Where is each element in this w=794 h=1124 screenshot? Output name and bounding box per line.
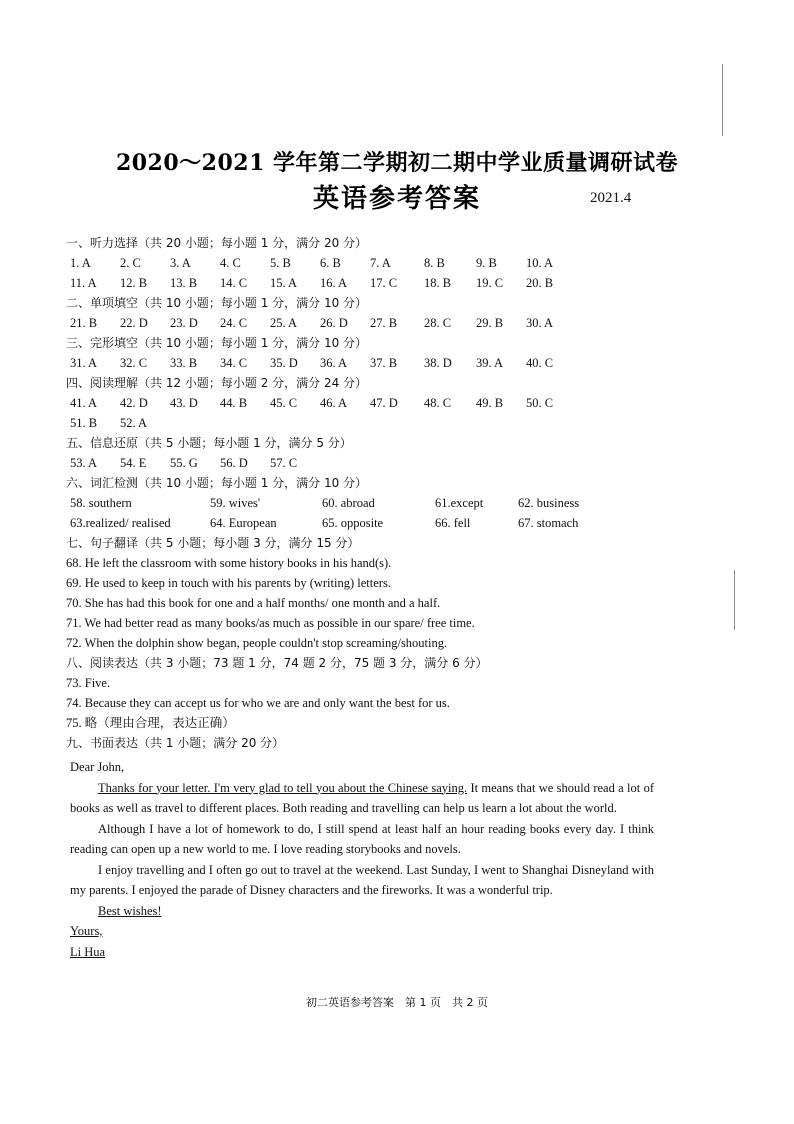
answer-item: 52. A	[120, 416, 148, 430]
date-label: 2021.4	[590, 190, 632, 206]
answer-item: 49. B	[476, 396, 504, 410]
answer-item: 37. B	[370, 356, 398, 370]
answer-item: 31. A	[70, 356, 98, 370]
answer-item: 56. D	[220, 456, 248, 470]
answer-item: 38. D	[424, 356, 452, 370]
answer-item: 43. D	[170, 396, 198, 410]
letter-paragraph-3: I enjoy travelling and I often go out to travel at the weekend. Last Sunday, I went to Shanghai Disneyland with my parents. I enjoyed the parade of Disney characters and the fireworks. It was a wonderful trip.	[70, 862, 654, 897]
letter-sign-off: Yours,	[70, 924, 103, 938]
answer-item: 58. southern	[70, 496, 132, 510]
answer-line: 68. He left the classroom with some history books in his hand(s).	[66, 556, 392, 570]
answer-item: 57. C	[270, 456, 298, 470]
answer-item: 59. wives'	[210, 496, 261, 510]
answer-item: 20. B	[526, 276, 554, 290]
answer-item: 17. C	[370, 276, 398, 290]
answer-row	[66, 353, 666, 373]
answer-item: 36. A	[320, 356, 348, 370]
answer-line: 72. When the dolphin show began, people couldn't stop screaming/shouting.	[66, 636, 448, 650]
answers-body	[66, 233, 666, 753]
answer-item: 7. A	[370, 256, 391, 270]
section-title: 八、阅读表达（共 3 小题；73 题 1 分，74 题 2 分，75 题 3 分，满分 6 分）	[66, 656, 488, 670]
letter-name: Li Hua	[70, 944, 106, 959]
section-title: 七、句子翻译（共 5 小题；每小题 3 分，满分 15 分）	[66, 536, 360, 550]
answer-item: 25. A	[270, 316, 298, 330]
answer-line: 73. Five.	[66, 676, 111, 690]
answer-item: 28. C	[424, 316, 452, 330]
answer-item: 10. A	[526, 256, 554, 270]
answer-line: 69. He used to keep in touch with his parents by (writing) letters.	[66, 576, 391, 590]
answer-row	[66, 513, 666, 533]
letter-paragraph-2: Although I have a lot of homework to do, I still spend at least half an hour reading books every day. I think reading can open up a new world to me. I love reading storybooks and novels.	[70, 821, 654, 856]
answer-item: 63.realized/ realised	[70, 516, 171, 530]
answer-item: 60. abroad	[322, 496, 375, 510]
answer-item: 15. A	[270, 276, 298, 290]
answer-item: 26. D	[320, 316, 348, 330]
answer-row	[66, 313, 666, 333]
answer-item: 27. B	[370, 316, 398, 330]
answer-row	[66, 253, 666, 273]
answer-item: 55. G	[170, 456, 198, 470]
answer-item: 39. A	[476, 356, 504, 370]
answer-item: 21. B	[70, 316, 98, 330]
answer-item: 41. A	[70, 396, 98, 410]
answer-item: 67. stomach	[518, 516, 579, 530]
answer-item: 54. E	[120, 456, 147, 470]
letter-paragraph-1: Thanks for your letter. I'm very glad to tell you about the Chinese saying. It means that we should read a lot of books as well as travel to different places. Both reading and travelling can help us learn a lot about the world.	[70, 780, 654, 815]
answer-item: 16. A	[320, 276, 348, 290]
answer-item: 5. B	[270, 256, 291, 270]
answer-key-title: 英语参考答案	[312, 184, 481, 214]
answer-item: 45. C	[270, 396, 298, 410]
answer-item: 13. B	[170, 276, 198, 290]
answer-item: 18. B	[424, 276, 452, 290]
answer-item: 3. A	[170, 256, 191, 270]
section-title: 二、单项填空（共 10 小题；每小题 1 分，满分 10 分）	[66, 296, 368, 310]
answer-line: 71. We had better read as many books/as much as possible in our spare/ free time.	[66, 616, 475, 630]
section-title: 三、完形填空（共 10 小题；每小题 1 分，满分 10 分）	[66, 336, 368, 350]
letter-closing: Best wishes!	[98, 903, 162, 918]
answer-row	[66, 393, 666, 413]
section-title: 六、词汇检测（共 10 小题；每小题 1 分，满分 10 分）	[66, 476, 368, 490]
answer-item: 12. B	[120, 276, 148, 290]
answer-item: 34. C	[220, 356, 248, 370]
answer-item: 11. A	[70, 276, 97, 290]
answer-item: 48. C	[424, 396, 452, 410]
answer-row	[66, 273, 666, 293]
scan-artifact-line	[734, 570, 735, 630]
answer-item: 47. D	[370, 396, 398, 410]
answer-item: 30. A	[526, 316, 554, 330]
answer-row	[66, 493, 666, 513]
answer-item: 42. D	[120, 396, 148, 410]
answer-item: 14. C	[220, 276, 248, 290]
answer-line: 74. Because they can accept us for who we are and only want the best for us.	[66, 696, 450, 710]
answer-item: 19. C	[476, 276, 504, 290]
answer-item: 50. C	[526, 396, 554, 410]
answer-row	[66, 453, 666, 473]
answer-item: 1. A	[70, 256, 91, 270]
answer-item: 9. B	[476, 256, 497, 270]
answer-item: 44. B	[220, 396, 248, 410]
answer-row	[66, 413, 666, 433]
section-title: 四、阅读理解（共 12 小题；每小题 2 分，满分 24 分）	[66, 376, 368, 390]
answer-item: 22. D	[120, 316, 148, 330]
answer-item: 33. B	[170, 356, 198, 370]
page-footer: 初二英语参考答案 第 1 页 共 2 页	[306, 996, 488, 1009]
answer-item: 51. B	[70, 416, 98, 430]
answer-item: 23. D	[170, 316, 198, 330]
answer-item: 65. opposite	[322, 516, 384, 530]
underlined-sentence: Thanks for your letter. I'm very glad to tell you about the Chinese saying.	[98, 780, 468, 795]
answer-item: 24. C	[220, 316, 248, 330]
answer-item: 40. C	[526, 356, 554, 370]
letter-greeting: Dear John,	[70, 760, 125, 774]
answer-item: 61.except	[435, 496, 484, 510]
answer-item: 53. A	[70, 456, 98, 470]
answer-item: 66. fell	[435, 516, 471, 530]
answer-item: 64. European	[210, 516, 277, 530]
answer-item: 4. C	[220, 256, 241, 270]
exam-title: 2020～2021 学年第二学期初二期中学业质量调研试卷	[115, 150, 679, 176]
answer-item: 6. B	[320, 256, 341, 270]
answer-line: 75. 略（理由合理，表达正确）	[66, 716, 235, 730]
writing-sample	[70, 757, 654, 962]
answer-item: 8. B	[424, 256, 445, 270]
section-title: 一、听力选择（共 20 小题；每小题 1 分，满分 20 分）	[66, 236, 368, 250]
scan-artifact-line	[722, 64, 723, 136]
answer-line: 70. She has had this book for one and a half months/ one month and a half.	[66, 596, 441, 610]
answer-item: 62. business	[518, 496, 580, 510]
answer-item: 2. C	[120, 256, 141, 270]
answer-item: 32. C	[120, 356, 148, 370]
section-title: 五、信息还原（共 5 小题；每小题 1 分，满分 5 分）	[66, 436, 352, 450]
answer-item: 46. A	[320, 396, 348, 410]
answer-item: 29. B	[476, 316, 504, 330]
section-title: 九、书面表达（共 1 小题；满分 20 分）	[66, 736, 285, 750]
answer-item: 35. D	[270, 356, 298, 370]
